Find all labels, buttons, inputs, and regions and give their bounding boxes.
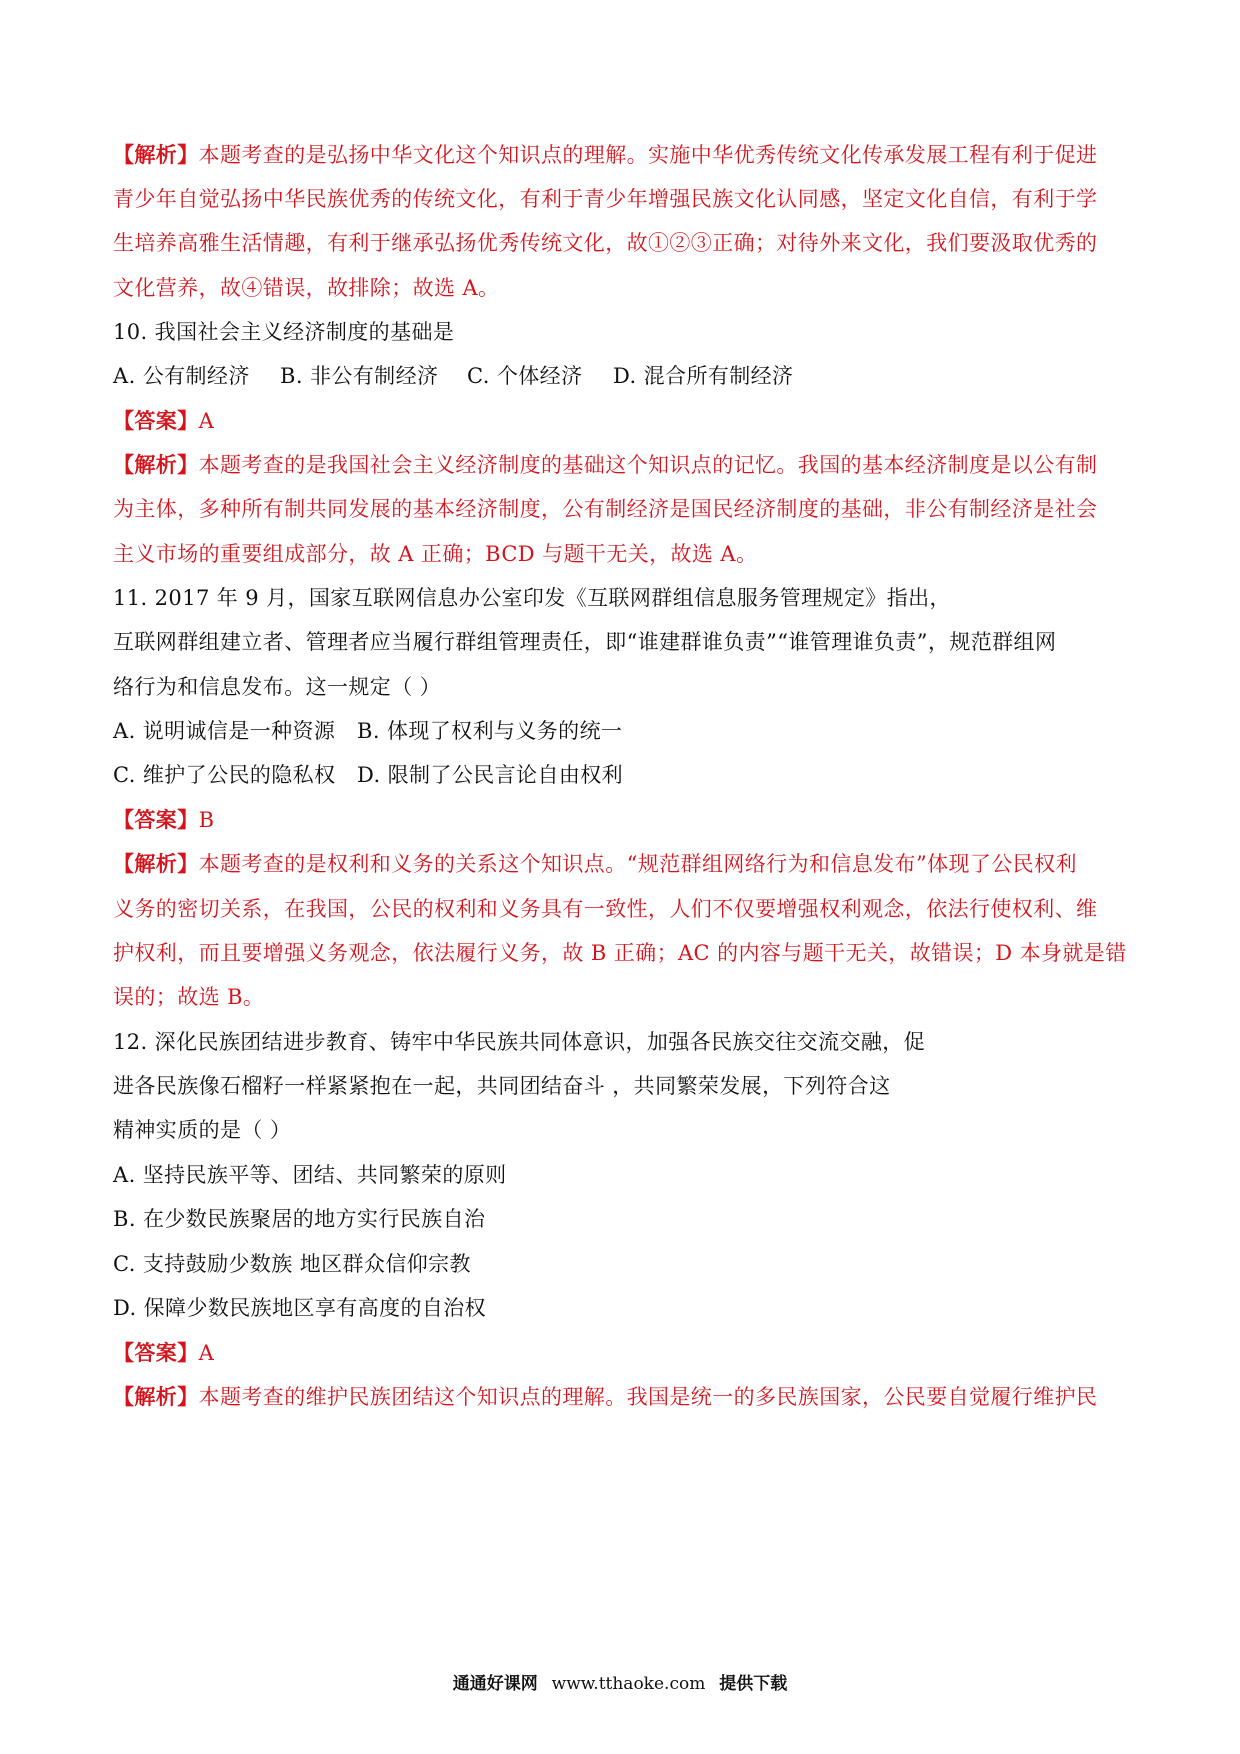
q10-analysis-line-1: 【解析】本题考查的是我国社会主义经济制度的基础这个知识点的记忆。我国的基本经济制度是以公有制	[113, 452, 1098, 477]
page-footer	[0, 1672, 1240, 1696]
q11-stem-line-1: 11. 2017 年 9 月，国家互联网信息办公室印发《互联网群组信息服务管理规定》指出，	[113, 586, 951, 610]
q11-stem-line-3: 络行为和信息发布。这一规定（ ）	[113, 675, 442, 699]
q10-option-b: B. 非公有制经济	[280, 364, 439, 388]
q12-answer	[113, 1338, 1133, 1368]
analysis-tag: 【解析】	[113, 851, 199, 876]
q11-answer	[113, 805, 1133, 835]
q11-option-d: D. 限制了公民言论自由权利	[357, 763, 624, 787]
q12-analysis-line-1: 【解析】本题考查的维护民族团结这个知识点的理解。我国是统一的多民族国家，公民要自觉履行维护民	[113, 1384, 1098, 1409]
answer-tag: 【答案】	[113, 1340, 199, 1365]
q9-analysis-line-3: 生培养高雅生活情趣，有利于继承弘扬优秀传统文化，故①②③正确；对待外来文化，我们要汲取优秀的	[113, 231, 1098, 255]
q12-option-c: C. 支持鼓励少数族 地区群众信仰宗教	[113, 1252, 471, 1276]
q12-stem-line-3: 精神实质的是（ ）	[113, 1118, 292, 1142]
q11-option-a: A. 说明诚信是一种资源	[113, 719, 336, 743]
q11-options-row-1	[113, 716, 1133, 746]
q11-options-row-2	[113, 760, 1133, 790]
q11-option-c: C. 维护了公民的隐私权	[113, 763, 336, 787]
q12-stem-line-2: 进各民族像石榴籽一样紧紧抱在一起，共同团结奋斗 ，共同繁荣发展，下列符合这	[113, 1074, 891, 1098]
q11-option-b: B. 体现了权利与义务的统一	[357, 719, 623, 743]
q12-option-a: A. 坚持民族平等、团结、共同繁荣的原则	[113, 1163, 507, 1187]
answer-tag: 【答案】	[113, 807, 199, 832]
q10-analysis-line-2: 为主体，多种所有制共同发展的基本经济制度，公有制经济是国民经济制度的基础，非公有制经济是社会	[113, 497, 1098, 521]
q10-option-c: C. 个体经济	[467, 364, 583, 388]
answer-tag: 【答案】	[113, 408, 199, 433]
footer-site-name: 通通好课网	[452, 1674, 538, 1694]
q10-answer	[113, 406, 1133, 436]
q10-options	[113, 361, 1133, 391]
q11-answer-value: B	[198, 808, 215, 832]
q9-analysis-line-4: 文化营养，故④错误，故排除；故选 A。	[113, 276, 500, 300]
analysis-tag: 【解析】	[113, 452, 199, 477]
q11-stem-line-2: 互联网群组建立者、管理者应当履行群组管理责任，即“谁建群谁负责”“谁管理谁负责”，规范群组网	[113, 630, 1057, 654]
q12-option-d: D. 保障少数民族地区享有高度的自治权	[113, 1296, 487, 1320]
analysis-tag: 【解析】	[113, 1384, 199, 1409]
q9-analysis-line-1: 【解析】本题考查的是弘扬中华文化这个知识点的理解。实施中华优秀传统文化传承发展工程有利于促进	[113, 142, 1098, 167]
q11-analysis-line-3: 护权利，而且要增强义务观念，依法履行义务，故 B 正确；AC 的内容与题干无关，故错误；D 本身就是错	[113, 941, 1127, 965]
q9-analysis-line-2: 青少年自觉弘扬中华民族优秀的传统文化，有利于青少年增强民族文化认同感，坚定文化自信，有利于学	[113, 187, 1098, 211]
q10-option-d: D. 混合所有制经济	[613, 364, 794, 388]
q11-analysis-line-4: 误的；故选 B。	[113, 985, 265, 1009]
q12-option-b: B. 在少数民族聚居的地方实行民族自治	[113, 1207, 486, 1231]
footer-provide-text: 提供下载	[719, 1674, 788, 1694]
q12-answer-value: A	[198, 1341, 215, 1365]
q11-analysis-line-2: 义务的密切关系，在我国，公民的权利和义务具有一致性，人们不仅要增强权利观念，依法行使权利、维	[113, 897, 1098, 921]
analysis-tag: 【解析】	[113, 142, 199, 167]
q10-stem: 10. 我国社会主义经济制度的基础是	[113, 320, 455, 344]
q10-analysis-line-3: 主义市场的重要组成部分，故 A 正确；BCD 与题干无关，故选 A。	[113, 542, 758, 566]
q12-stem-line-1: 12. 深化民族团结进步教育、铸牢中华民族共同体意识，加强各民族交往交流交融，促	[113, 1030, 926, 1054]
q10-option-a: A. 公有制经济	[113, 364, 250, 388]
q11-analysis-line-1: 【解析】本题考查的是权利和义务的关系这个知识点。“规范群组网络行为和信息发布”体现了公民权利	[113, 851, 1077, 876]
footer-url-link[interactable]: www.tthaoke.com	[551, 1674, 706, 1694]
q10-answer-value: A	[198, 409, 215, 433]
